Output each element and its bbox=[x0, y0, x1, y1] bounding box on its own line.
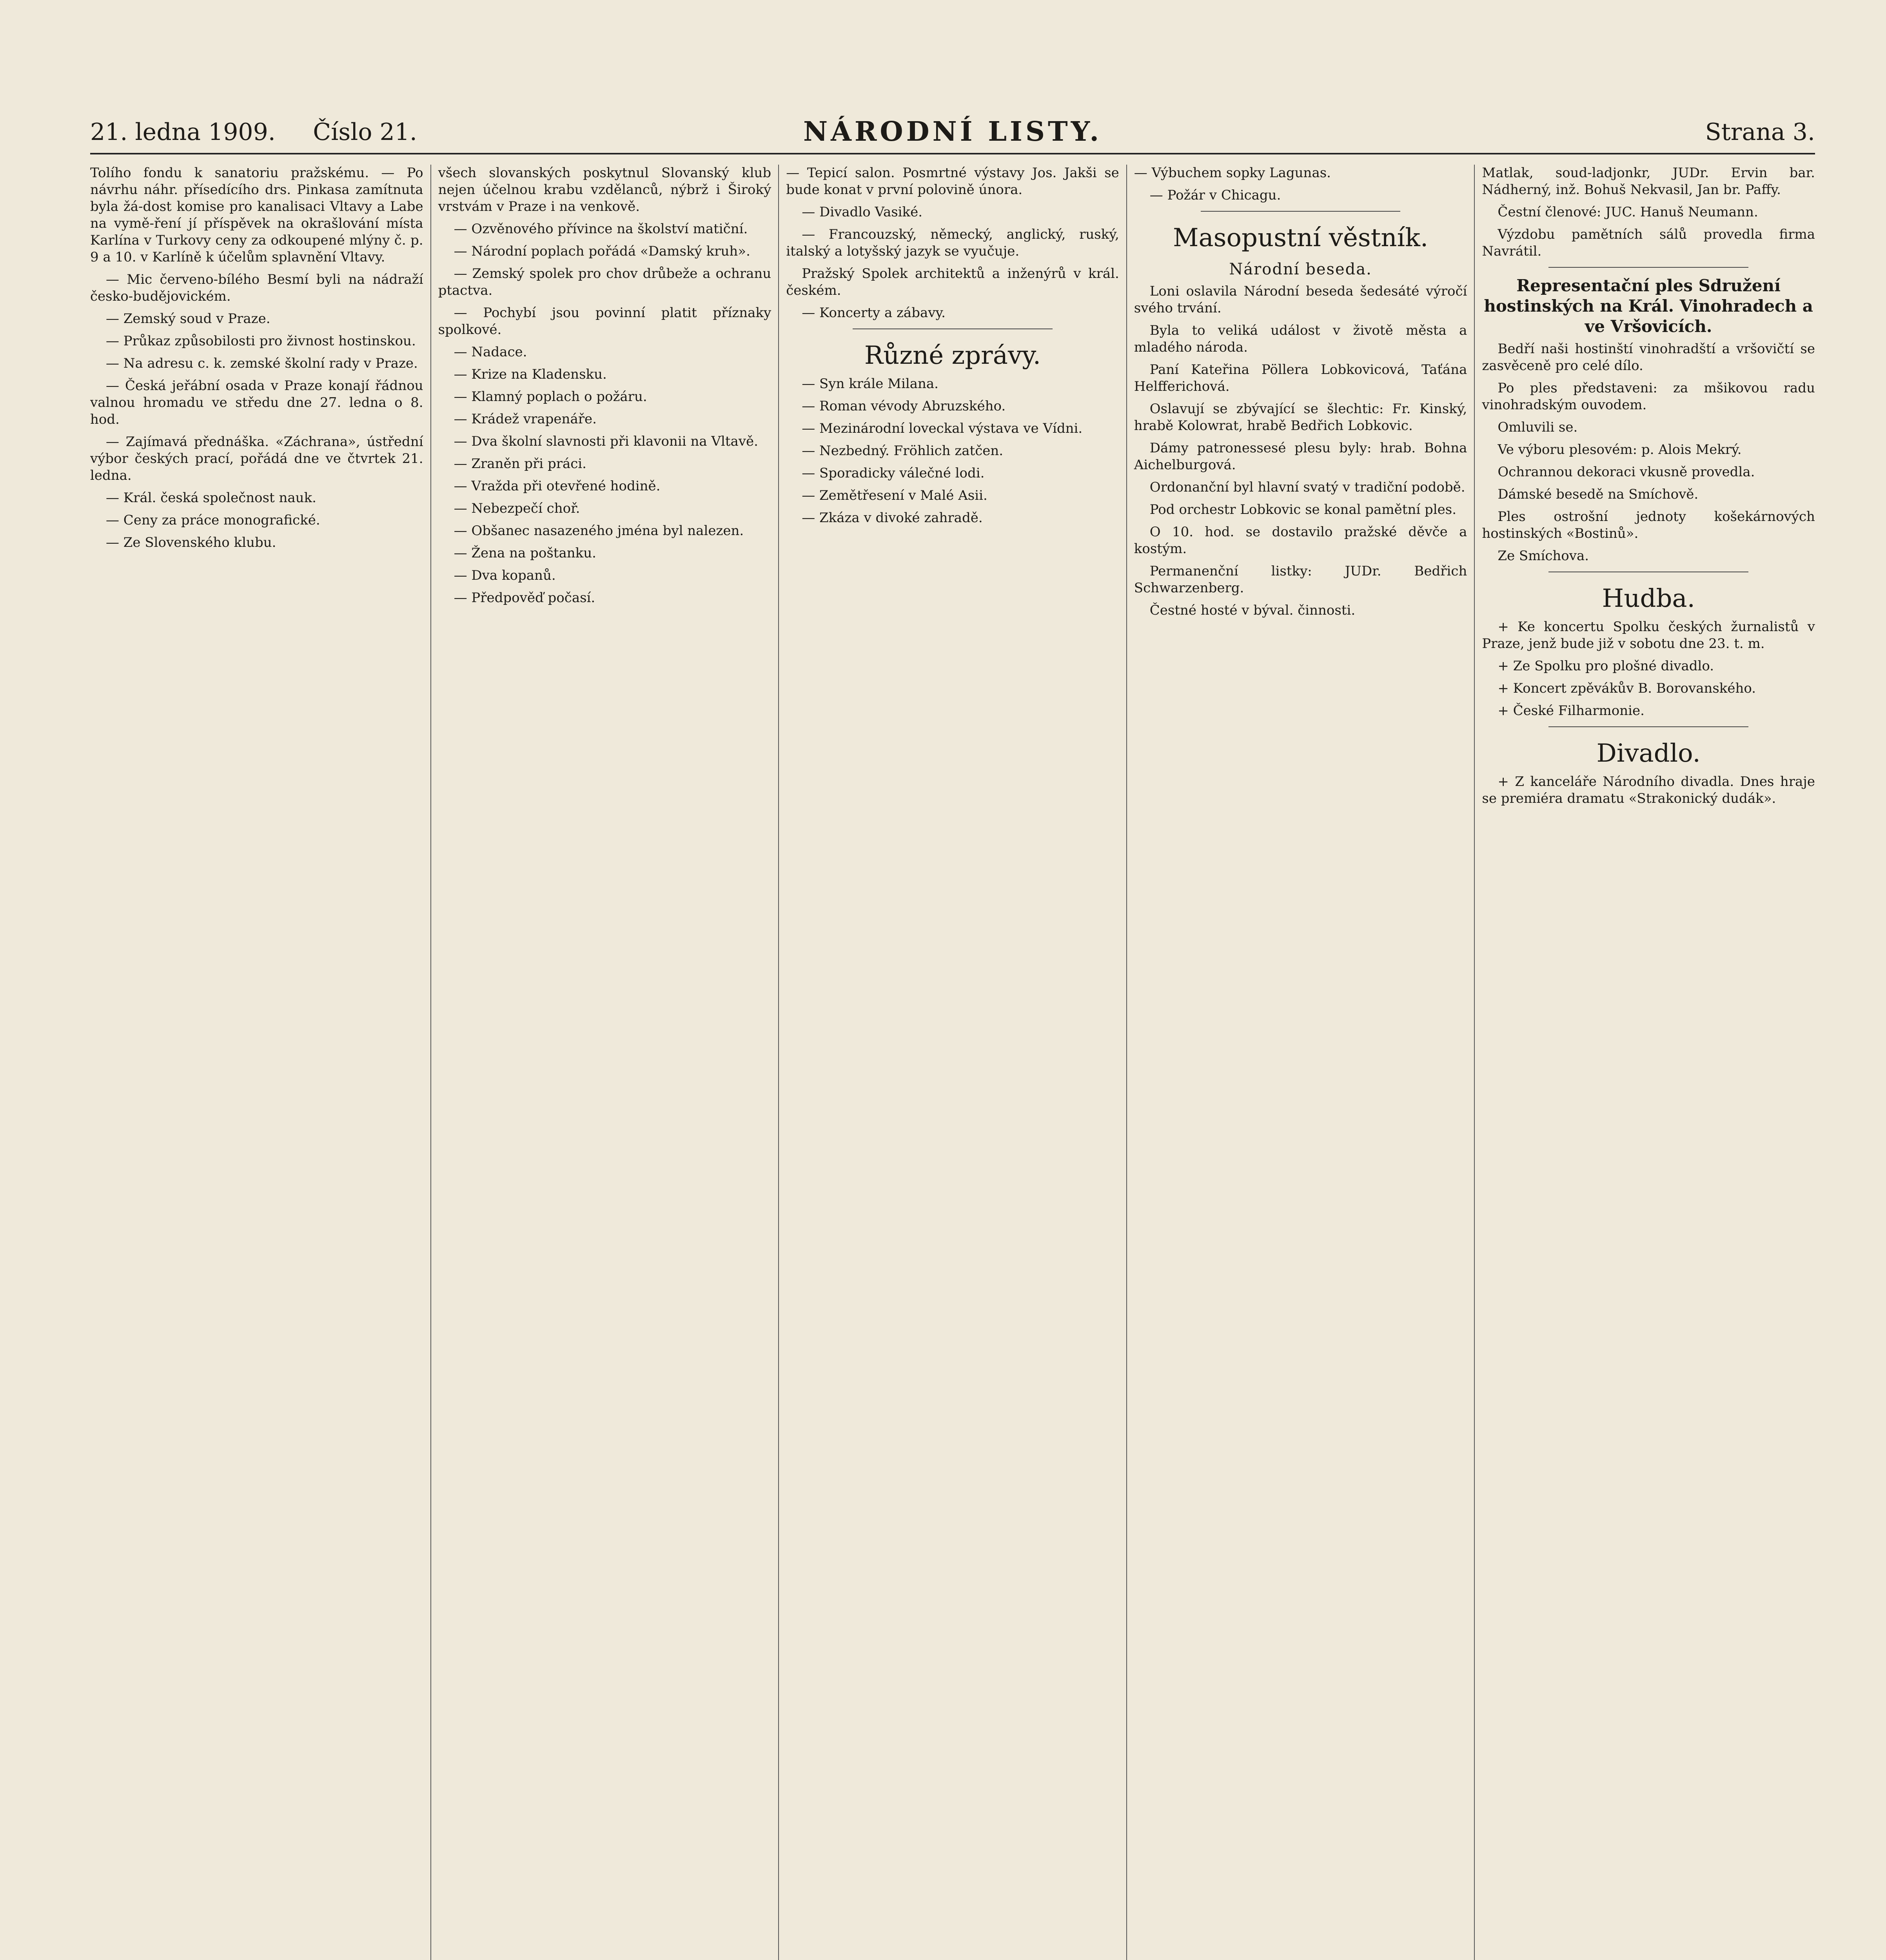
article-paragraph: — Zraněn při práci. bbox=[454, 456, 586, 472]
article-paragraph: — Ozvěnového přívince na školství matiční. bbox=[454, 221, 748, 237]
page-number: Strana 3. bbox=[1705, 118, 1815, 146]
article-paragraph: — Požár v Chicagu. bbox=[1149, 187, 1281, 203]
article-paragraph: Ordonanční byl hlavní svatý v tradiční podobě. bbox=[1149, 479, 1465, 495]
article-paragraph: Oslavují se zbývající se šlechtic: Fr. Kinský, hrabě Kolowrat, hrabě Bedřich Lobkovic. bbox=[1134, 401, 1467, 434]
article-paragraph: — Sporadicky válečné lodi. bbox=[802, 465, 985, 481]
issue-number: Číslo 21. bbox=[313, 118, 417, 146]
section-heading: Hudba. bbox=[1602, 584, 1695, 613]
article-paragraph: Matlak, soud-ladjonkr, JUDr. Ervin bar. Nádherný, inž. Bohuš Nekvasil, Jan br. Paffy. bbox=[1482, 165, 1815, 198]
column-1 bbox=[90, 165, 430, 1960]
article-paragraph: Tolího fondu k sanatoriu pražskému. — Po návrhu náhr. přísedícího drs. Pinkasa zamítnuta byla žá-dost komise pro kanalisaci Vltavy a Labe na vymě-ření jí příspěvek na okrašlování místa Karlína v Turkovy ceny za odkoupené mlýny č. p. 9 a 10. v Karlíně k účelům splavnění Vltavy. bbox=[90, 165, 423, 265]
article-paragraph: — Zajímavá přednáška. «Záchrana», ústřední výbor českých prací, pořádá dne ve čtvrtek 21. ledna. bbox=[90, 434, 423, 483]
newspaper-page bbox=[90, 106, 1815, 1960]
section-divider bbox=[853, 328, 1053, 329]
article-paragraph: — Klamný poplach o požáru. bbox=[454, 389, 647, 405]
article-paragraph: — Zemětřesení v Malé Asii. bbox=[802, 488, 987, 503]
article-paragraph: — Průkaz způsobilosti pro živnost hostinskou. bbox=[106, 333, 416, 349]
section-divider bbox=[1548, 726, 1748, 727]
article-paragraph: — Ceny za práce monografické. bbox=[106, 512, 320, 528]
article-paragraph: — Obšanec nasazeného jména byl nalezen. bbox=[454, 523, 744, 539]
section-divider bbox=[1201, 211, 1401, 212]
article-paragraph: — Syn krále Milana. bbox=[802, 376, 938, 392]
article-paragraph: — Předpověď počasí. bbox=[454, 590, 595, 606]
article-paragraph: — Na adresu c. k. zemské školní rady v Praze. bbox=[106, 356, 418, 371]
column-4 bbox=[1126, 165, 1474, 1960]
section-heading: Různé zprávy. bbox=[864, 341, 1041, 370]
article-paragraph: Ochrannou dekoraci vkusně provedla. bbox=[1498, 464, 1755, 480]
article-paragraph: — Nebezpečí choř. bbox=[454, 501, 580, 516]
article-paragraph: Čestní členové: JUC. Hanuš Neumann. bbox=[1498, 204, 1758, 220]
article-paragraph: — Koncerty a zábavy. bbox=[802, 305, 946, 321]
article-columns bbox=[90, 165, 1815, 1960]
article-paragraph: + Koncert zpěvákův B. Borovanského. bbox=[1498, 681, 1756, 696]
article-paragraph: Ze Smíchova. bbox=[1498, 548, 1589, 564]
article-paragraph: Čestné hosté v býval. činnosti. bbox=[1149, 603, 1356, 618]
article-paragraph: Loni oslavila Národní beseda šedesáté výročí svého trvání. bbox=[1134, 283, 1467, 316]
section-subheading: Národní beseda. bbox=[1229, 260, 1372, 278]
article-paragraph: — Nadace. bbox=[454, 344, 527, 360]
article-paragraph: — Žena na poštanku. bbox=[454, 545, 596, 561]
section-heading: Masopustní věstník. bbox=[1173, 223, 1429, 252]
article-paragraph: — Národní poplach pořádá «Damský kruh». bbox=[454, 243, 750, 259]
section-heading: Representační ples Sdružení hostinských na Král. Vinohradech a ve Vršovicích. bbox=[1484, 276, 1813, 336]
column-5 bbox=[1474, 165, 1815, 1960]
column-3 bbox=[778, 165, 1126, 1960]
article-paragraph: Pražský Spolek architektů a inženýrů v král. českém. bbox=[786, 266, 1119, 298]
article-paragraph: — Ze Slovenského klubu. bbox=[106, 535, 276, 550]
article-paragraph: + Z kanceláře Národního divadla. Dnes hraje se premiéra dramatu «Strakonický dudák». bbox=[1482, 774, 1815, 806]
article-paragraph: Ples ostrošní jednoty košekárnových hostinských «Bostinů». bbox=[1482, 509, 1815, 541]
article-paragraph: + České Filharmonie. bbox=[1498, 703, 1645, 719]
article-paragraph: — Tepicí salon. Posmrtné výstavy Jos. Jakši se bude konat v první polovině února. bbox=[786, 165, 1119, 198]
article-paragraph: — Mezinárodní loveckal výstava ve Vídni. bbox=[802, 421, 1083, 436]
article-paragraph: Bedří naši hostinští vinohradští a vršovičtí se zasvěceně pro celé dílo. bbox=[1482, 341, 1815, 374]
article-paragraph: + Ke koncertu Spolku českých žurnalistů v Praze, jenž bude již v sobotu dne 23. t. m. bbox=[1482, 619, 1815, 652]
section-divider bbox=[1548, 267, 1748, 268]
article-paragraph: — Krádež vrapenáře. bbox=[454, 411, 597, 427]
article-paragraph: Výzdobu pamětních sálů provedla firma Navrátil. bbox=[1482, 227, 1815, 259]
article-paragraph: Omluvili se. bbox=[1498, 419, 1578, 435]
article-paragraph: — Výbuchem sopky Lagunas. bbox=[1134, 165, 1331, 181]
article-paragraph: — Roman vévody Abruzského. bbox=[802, 398, 1006, 414]
article-paragraph: Pod orchestr Lobkovic se konal pamětní ples. bbox=[1149, 502, 1457, 517]
article-paragraph: Dámské besedě na Smíchově. bbox=[1498, 486, 1699, 502]
article-paragraph: Paní Kateřina Pöllera Lobkovicová, Taťána Helfferichová. bbox=[1134, 362, 1467, 394]
article-paragraph: — Vražda při otevřené hodině. bbox=[454, 478, 661, 494]
article-paragraph: — Francouzský, německý, anglický, ruský, italský a lotyšský jazyk se vyučuje. bbox=[786, 227, 1119, 259]
article-paragraph: Po ples představeni: za mšikovou radu vinohradským ouvodem. bbox=[1482, 380, 1815, 413]
article-paragraph: O 10. hod. se dostavilo pražské děvče a kostým. bbox=[1134, 524, 1467, 557]
article-paragraph: Ve výboru plesovém: p. Alois Mekrý. bbox=[1498, 442, 1742, 457]
article-paragraph: — Král. česká společnost nauk. bbox=[106, 490, 316, 506]
article-paragraph: — Mic červeno-bílého Besmí byli na nádraží česko-budějovickém. bbox=[90, 272, 423, 304]
article-paragraph: — Divadlo Vasiké. bbox=[802, 204, 923, 220]
article-paragraph: — Zkáza v divoké zahradě. bbox=[802, 510, 983, 526]
article-paragraph: — Krize na Kladensku. bbox=[454, 367, 607, 382]
masthead bbox=[90, 106, 1815, 154]
section-heading: Divadlo. bbox=[1596, 739, 1701, 768]
article-paragraph: + Ze Spolku pro plošné divadlo. bbox=[1498, 658, 1714, 674]
newspaper-title: NÁRODNÍ LISTY. bbox=[803, 116, 1102, 147]
column-2 bbox=[430, 165, 779, 1960]
article-paragraph: — Zemský spolek pro chov drůbeže a ochranu ptactva. bbox=[438, 266, 771, 298]
article-paragraph: — Česká jeřábní osada v Praze konají řádnou valnou hromadu ve středu dne 27. ledna o 8. hod. bbox=[90, 378, 423, 427]
article-paragraph: — Dva školní slavnosti při klavonii na Vltavě. bbox=[454, 434, 758, 449]
article-paragraph: Dámy patronessesé plesu byly: hrab. Bohna Aichelburgová. bbox=[1134, 440, 1467, 473]
article-paragraph: Byla to veliká událost v životě města a mladého národa. bbox=[1134, 323, 1467, 355]
article-paragraph: — Dva kopanů. bbox=[454, 568, 556, 583]
article-paragraph: — Pochybí jsou povinní platit příznaky spolkové. bbox=[438, 305, 771, 338]
article-paragraph: — Zemský soud v Praze. bbox=[106, 311, 270, 327]
article-paragraph: Permanenční listky: JUDr. Bedřich Schwarzenberg. bbox=[1134, 563, 1467, 596]
issue-date: 21. ledna 1909. bbox=[90, 118, 276, 146]
article-paragraph: všech slovanských poskytnul Slovanský klub nejen účelnou krabu vzdělanců, nýbrž i Široký vrstvám v Praze i na venkově. bbox=[438, 165, 771, 214]
article-paragraph: — Nezbedný. Fröhlich zatčen. bbox=[802, 443, 1004, 459]
